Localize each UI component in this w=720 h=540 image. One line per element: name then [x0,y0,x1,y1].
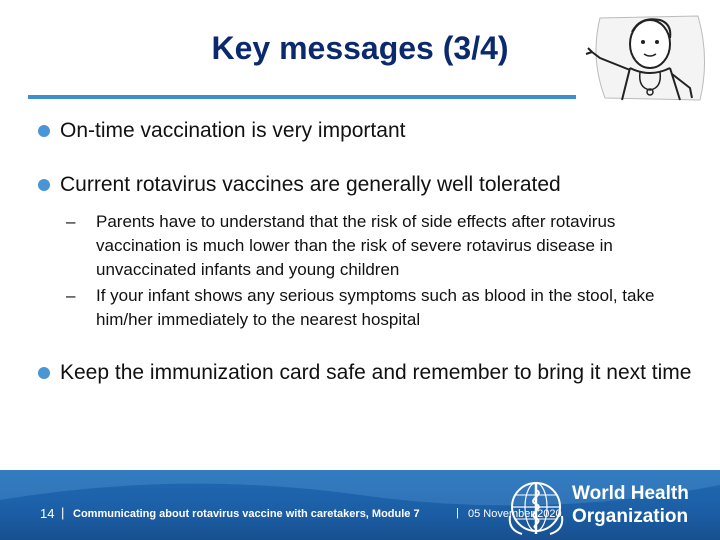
footer-date: 05 November 2020 [468,508,562,520]
sub-bullet-item [38,284,698,332]
bullet-dot [38,125,50,137]
page-number: 14 [40,506,55,521]
bullet-dot [38,179,50,191]
sub-bullet-marker: – [66,286,76,305]
sub-bullet-text: Parents have to understand that the risk of side effects after rotavirus vaccination is much lower than the risk of severe rotavirus disease in unvaccinated infants and young children [96,212,616,279]
sub-bullet-item [38,210,698,282]
footer-module-text: Communicating about rotavirus vaccine with caretakers, Module 7 [73,508,420,520]
who-name-line2: Organization [572,506,689,527]
bullet-text: Keep the immunization card safe and remember to bring it next time [60,361,692,384]
footer-separator: | [61,505,65,520]
doctor-with-stethoscope-icon [580,8,712,104]
sub-bullet-marker: – [66,212,76,231]
bullet-item [38,118,698,144]
who-emblem-icon [506,478,566,536]
title-underline [28,95,576,99]
sub-bullet-text: If your infant shows any serious symptoms such as blood in the stool, take him/her immediately to the nearest hospital [96,286,655,329]
bullet-text: Current rotavirus vaccines are generally well tolerated [60,173,561,196]
who-name-line1: World Health [572,483,689,504]
footer-separator: | [456,507,459,519]
bullet-text: On-time vaccination is very important [60,119,406,142]
bullet-item [38,360,698,386]
bullet-dot [38,367,50,379]
bullet-item [38,172,698,198]
bullet-list [38,118,698,386]
who-logo-text [572,482,689,528]
slide-title: Key messages (3/4) [211,30,509,66]
